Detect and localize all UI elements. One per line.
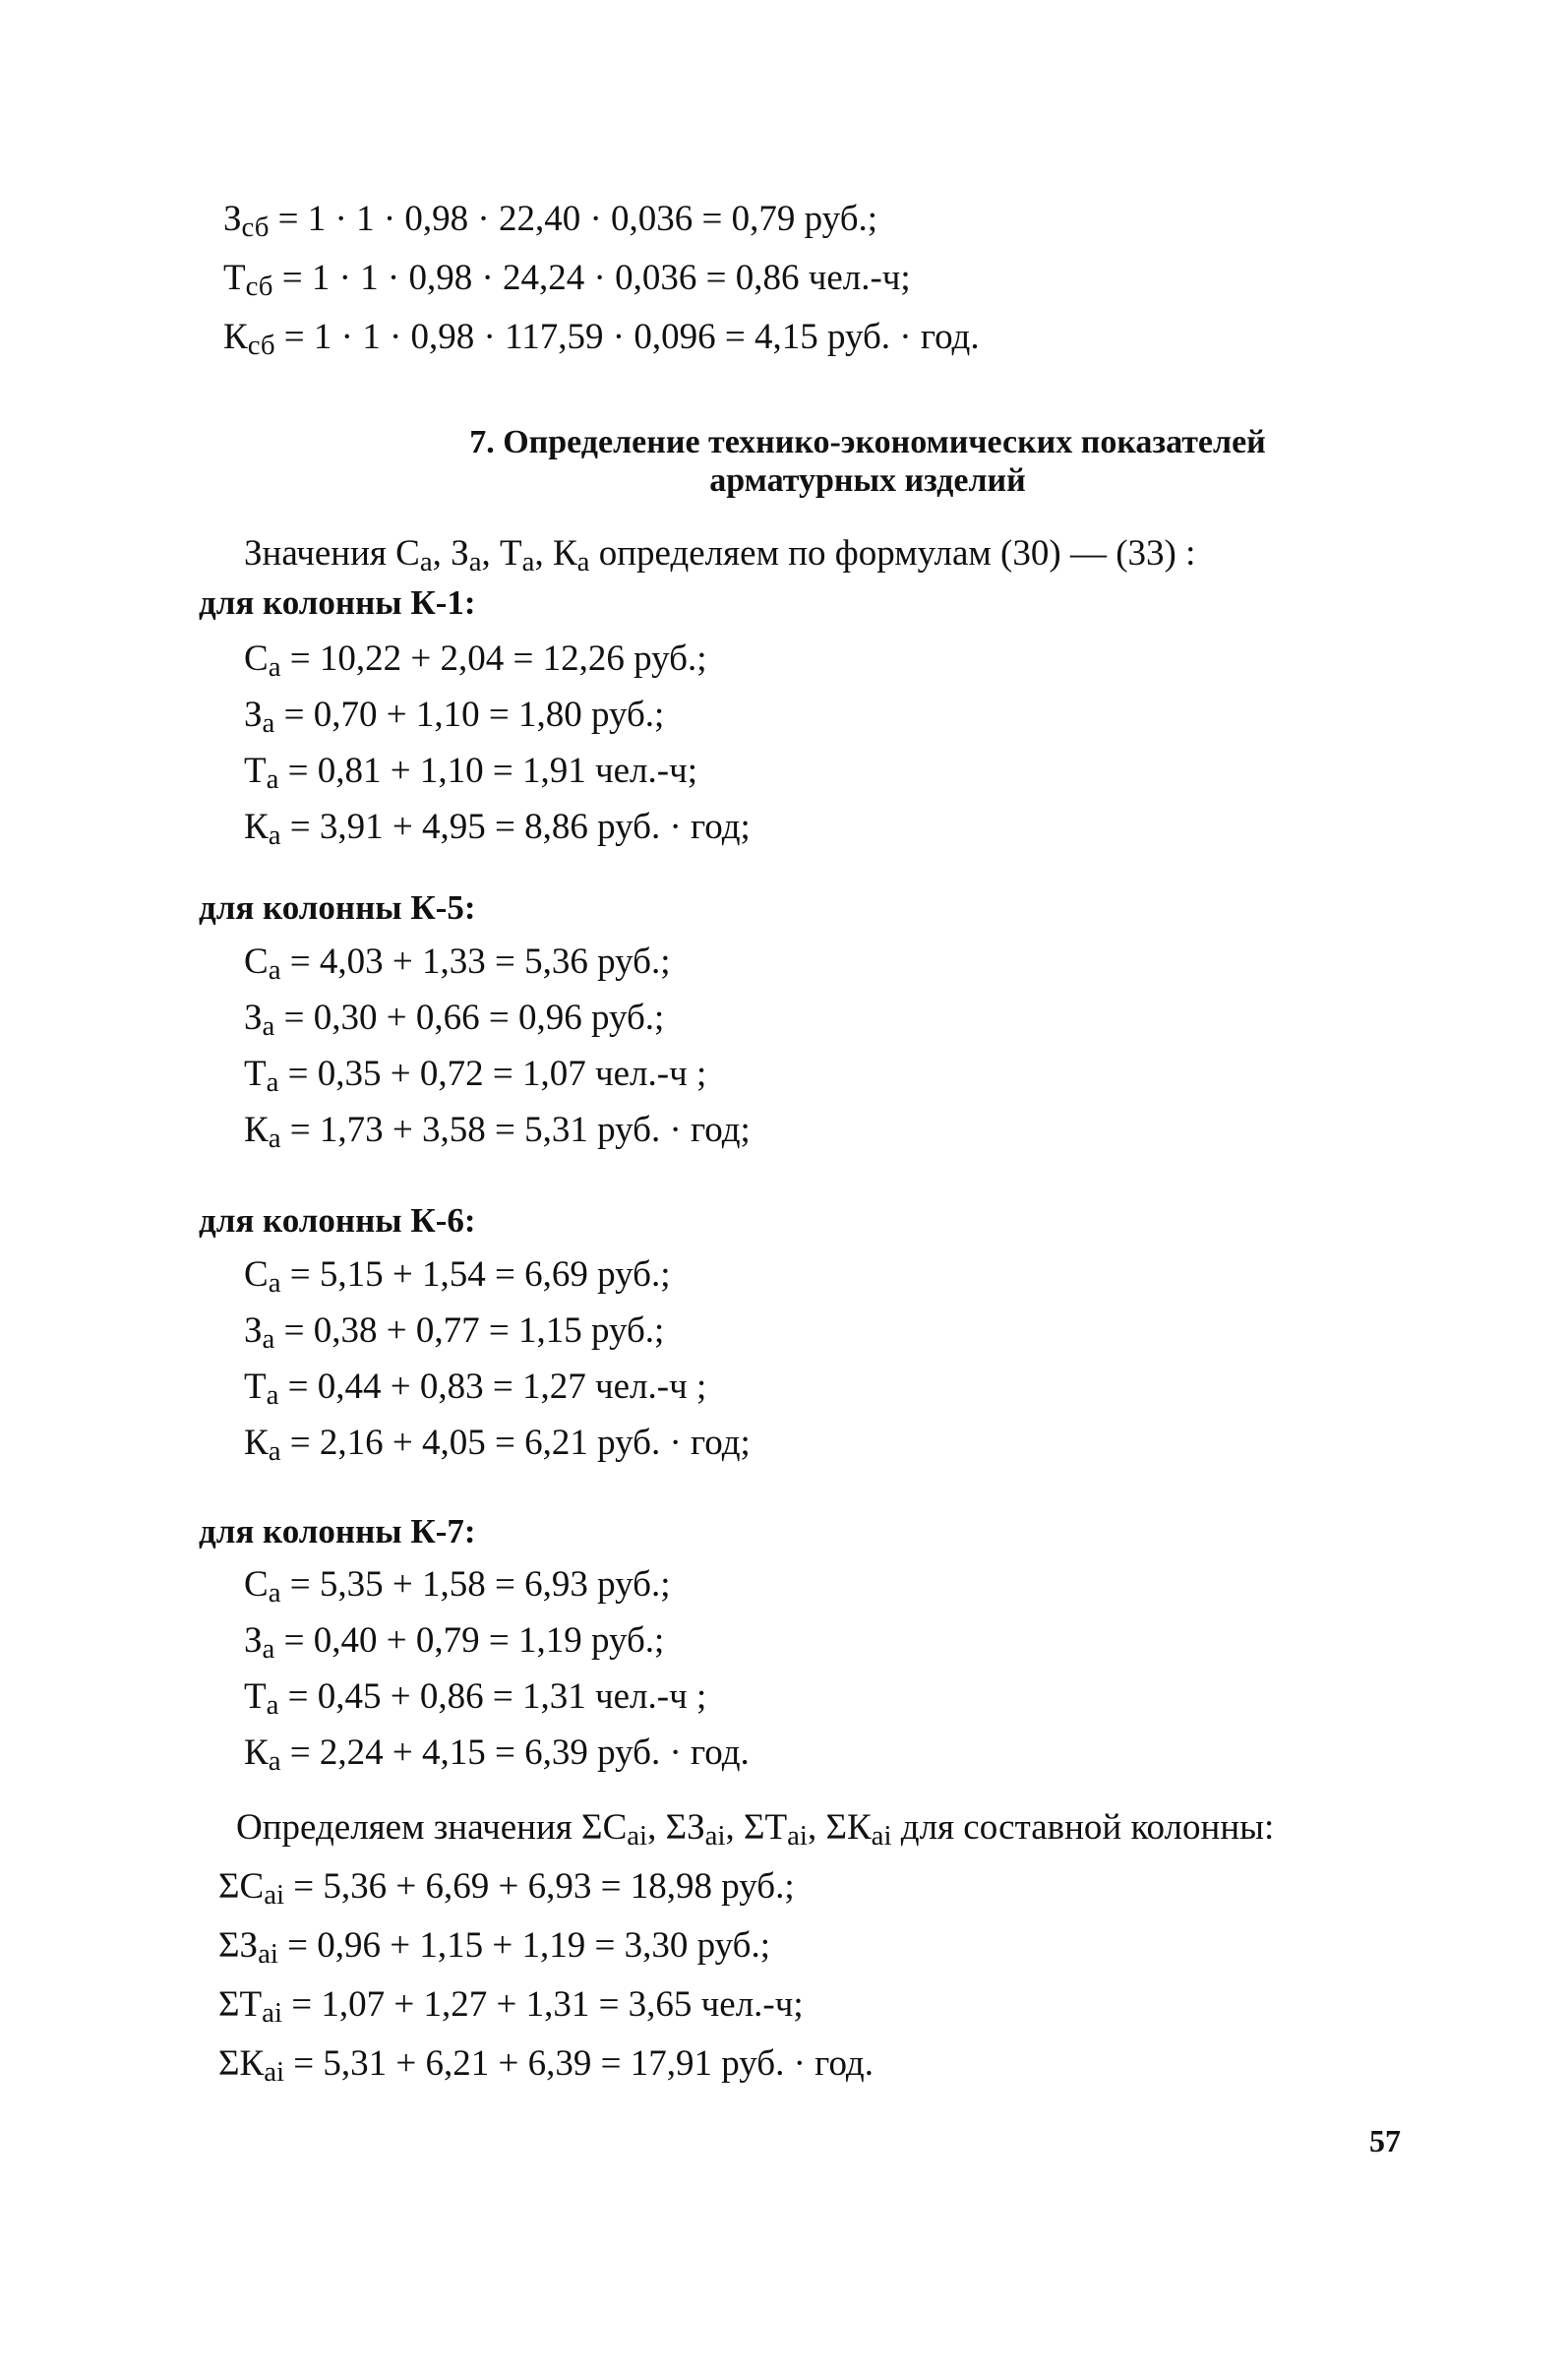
summary-formula-row: ΣЗai = 0,96 + 1,15 + 1,19 = 3,30 руб.; xyxy=(218,1925,771,1971)
formula-ksb: Ксб = 1 · 1 · 0,98 · 117,59 · 0,096 = 4,15 руб. · год. xyxy=(223,317,980,362)
formula-row: За = 0,38 + 0,77 = 1,15 руб.; xyxy=(244,1310,665,1356)
section-title-line2: арматурных изделий xyxy=(709,462,1026,499)
formula-row: Ка = 2,24 + 4,15 = 6,39 руб. · год. xyxy=(244,1732,750,1778)
formula-tsb: Тсб = 1 · 1 · 0,98 · 24,24 · 0,036 = 0,86 чел.-ч; xyxy=(223,258,911,303)
formula-row: Са = 5,15 + 1,54 = 6,69 руб.; xyxy=(244,1254,671,1300)
group-label-k7: для колонны К-7: xyxy=(199,1512,476,1550)
formula-row: Та = 0,44 + 0,83 = 1,27 чел.-ч ; xyxy=(244,1367,707,1412)
formula-row: Ка = 2,16 + 4,05 = 6,21 руб. · год; xyxy=(244,1423,751,1468)
summary-intro: Определяем значения ΣСai, ΣЗai, ΣТai, ΣКai для составной колонны: xyxy=(236,1807,1275,1853)
formula-row: За = 0,70 + 1,10 = 1,80 руб.; xyxy=(244,695,665,740)
intro-paragraph: Значения Са, За, Та, Ка определяем по формулам (30) — (33) : xyxy=(244,533,1196,578)
formula-row: Са = 5,35 + 1,58 = 6,93 руб.; xyxy=(244,1564,671,1610)
page-number: 57 xyxy=(1369,2123,1401,2158)
formula-row: За = 0,30 + 0,66 = 0,96 руб.; xyxy=(244,998,665,1043)
formula-row: Са = 4,03 + 1,33 = 5,36 руб.; xyxy=(244,942,671,987)
summary-formula-row: ΣСai = 5,36 + 6,69 + 6,93 = 18,98 руб.; xyxy=(218,1866,795,1912)
group-label-k1: для колонны К-1: xyxy=(199,583,476,622)
group-label-k6: для колонны К-6: xyxy=(199,1201,476,1240)
formula-row: За = 0,40 + 0,79 = 1,19 руб.; xyxy=(244,1620,665,1666)
formula-row: Та = 0,35 + 0,72 = 1,07 чел.-ч ; xyxy=(244,1054,707,1099)
formula-row: Ка = 3,91 + 4,95 = 8,86 руб. · год; xyxy=(244,807,751,852)
formula-row: Са = 10,22 + 2,04 = 12,26 руб.; xyxy=(244,638,707,684)
formula-row: Та = 0,45 + 0,86 = 1,31 чел.-ч ; xyxy=(244,1676,707,1722)
group-label-k5: для колонны К-5: xyxy=(199,888,476,927)
section-title-line1: 7. Определение технико-экономических показателей xyxy=(469,424,1266,460)
formula-zsb: Зсб = 1 · 1 · 0,98 · 22,40 · 0,036 = 0,79 руб.; xyxy=(223,199,878,244)
formula-row: Та = 0,81 + 1,10 = 1,91 чел.-ч; xyxy=(244,751,697,796)
summary-formula-row: ΣКai = 5,31 + 6,21 + 6,39 = 17,91 руб. · год. xyxy=(218,2043,874,2089)
summary-formula-row: ΣТai = 1,07 + 1,27 + 1,31 = 3,65 чел.-ч; xyxy=(218,1984,804,2030)
formula-row: Ка = 1,73 + 3,58 = 5,31 руб. · год; xyxy=(244,1110,751,1155)
